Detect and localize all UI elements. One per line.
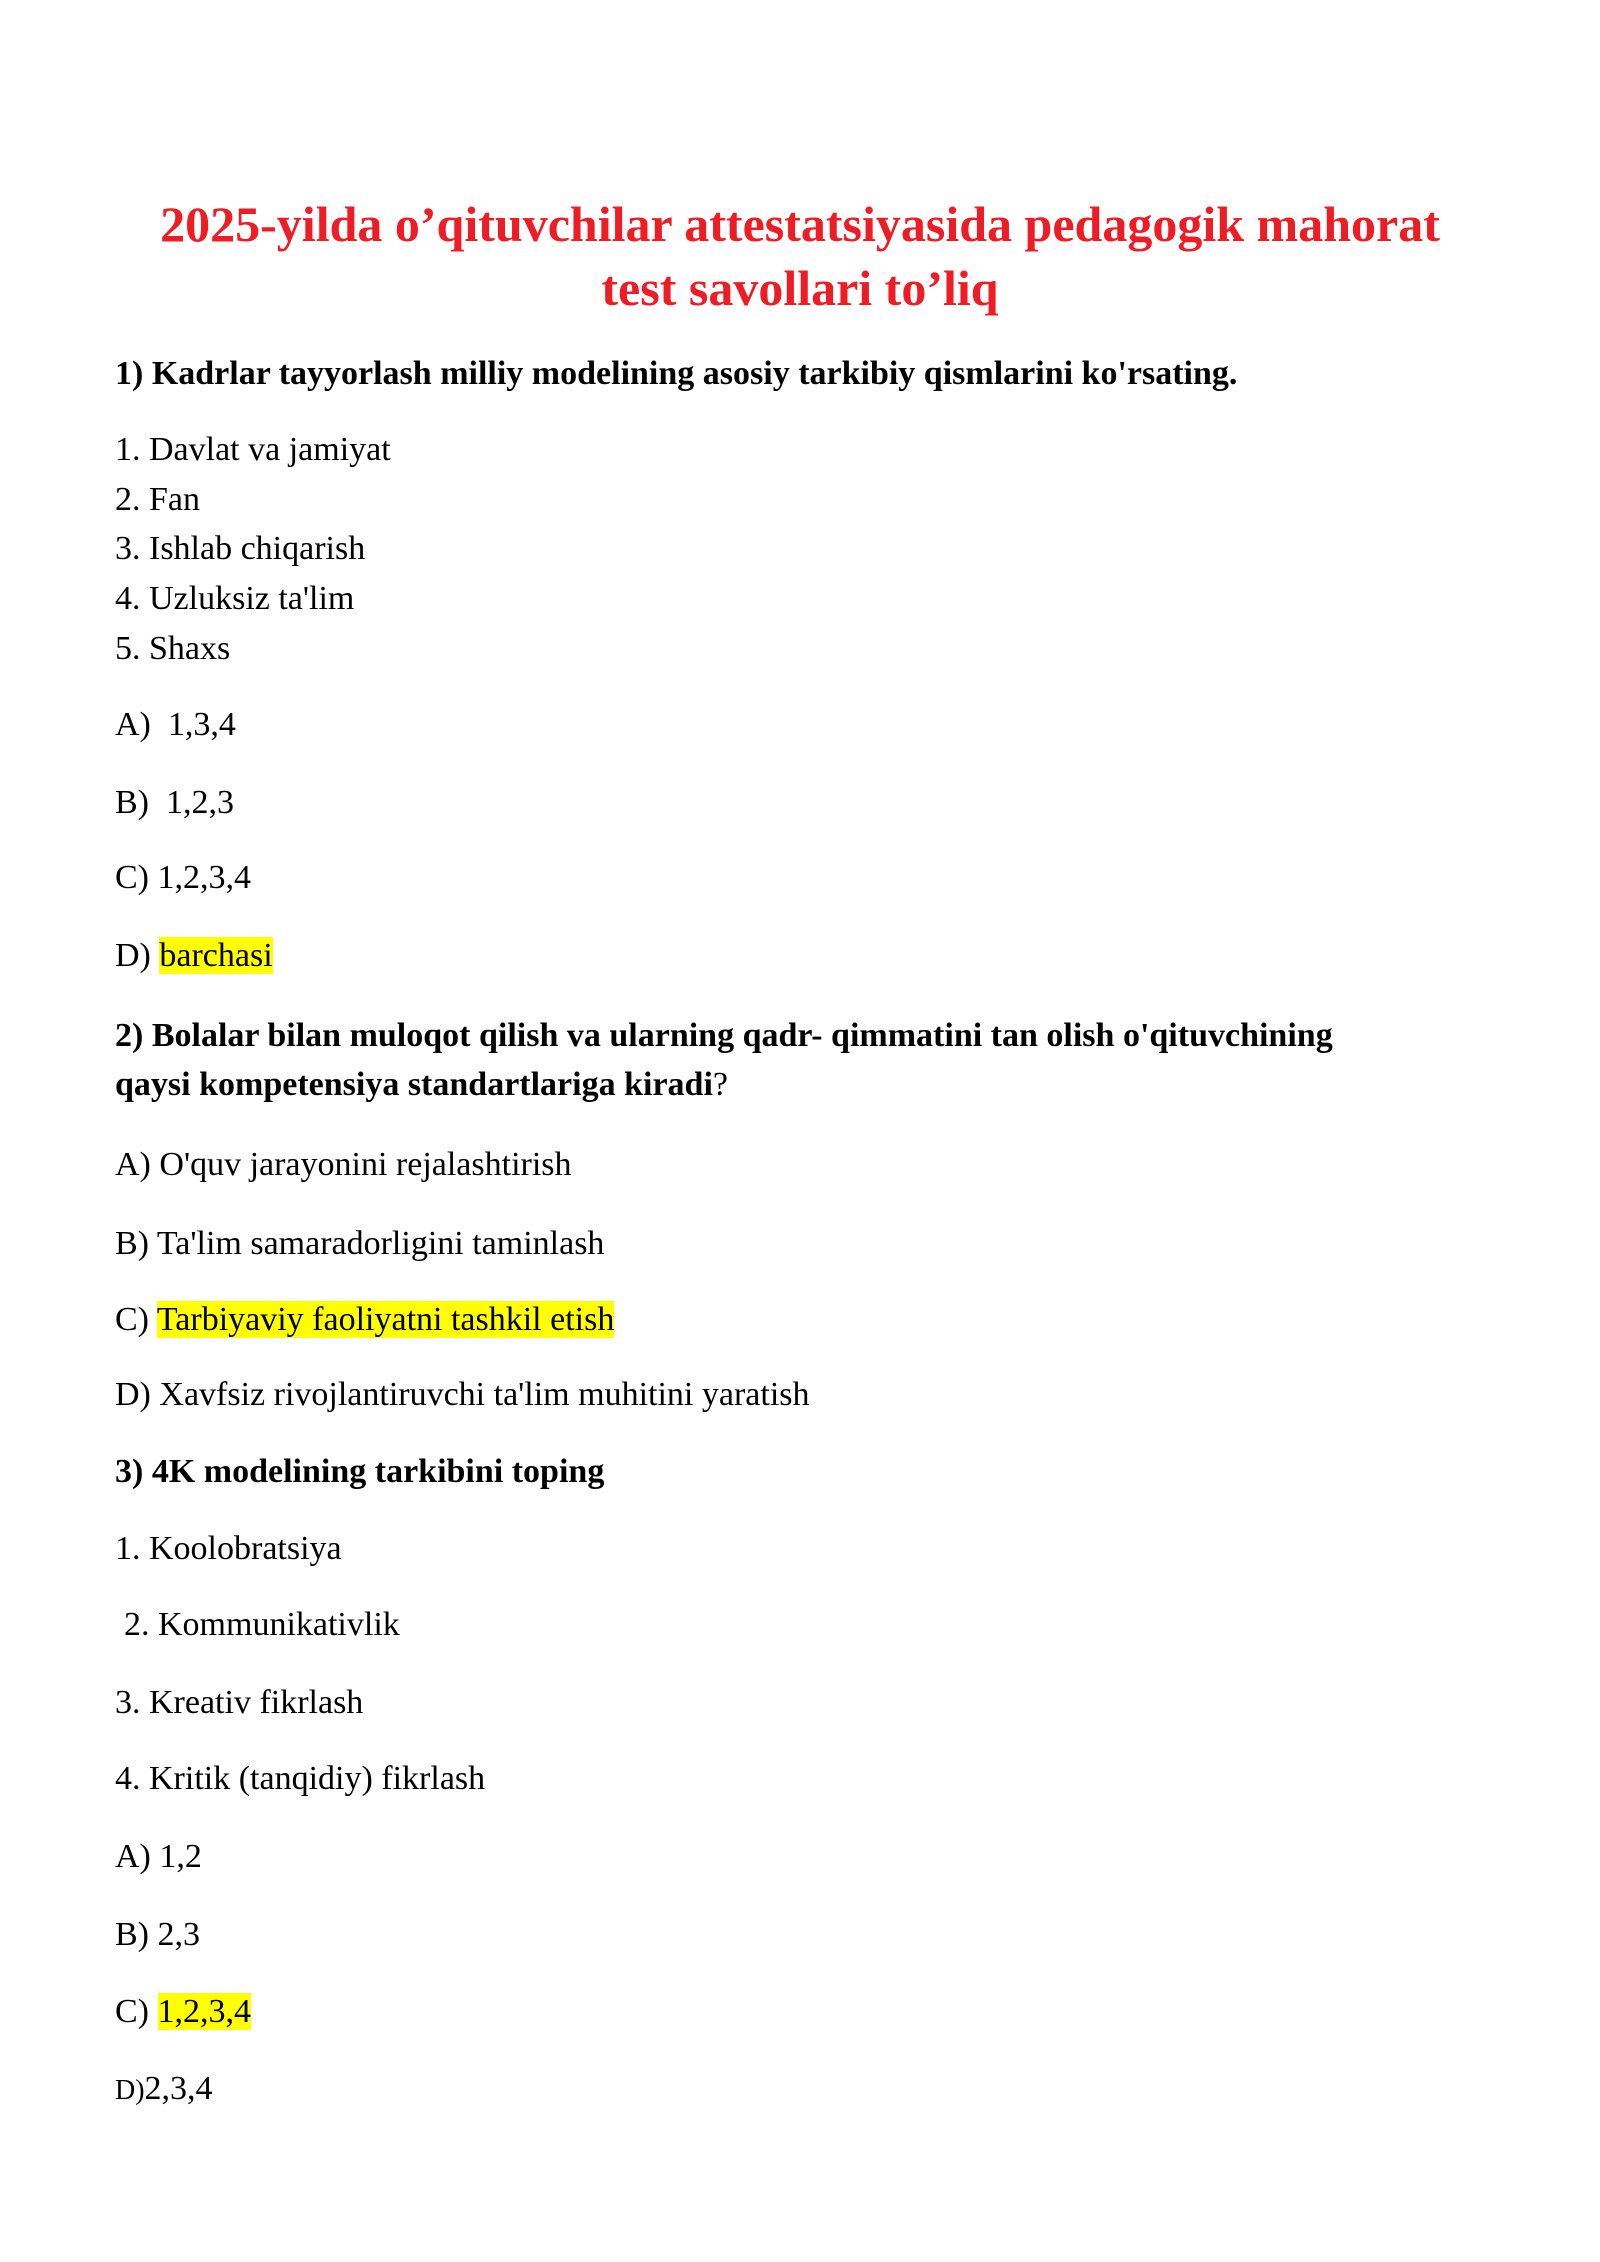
option-letter: A): [115, 706, 151, 743]
option-letter: B): [115, 784, 149, 821]
question-2-text-line-2: [115, 1063, 728, 1107]
title-line-2: test savollari to’liq: [601, 260, 999, 316]
q3-item-2: 2. Kommunikativlik: [124, 1606, 400, 1643]
option-letter: C): [115, 859, 149, 896]
title-line-1: 2025-yilda o’qituvchilar attestatsiyasida pedagogik mahorat: [160, 196, 1440, 252]
q2-option-d: [115, 1373, 810, 1417]
option-letter: C): [115, 1993, 149, 2030]
option-text: 1,2,3,4: [157, 859, 251, 896]
option-text: 2,3,4: [144, 2070, 213, 2107]
q1-item-1: 1. Davlat va jamiyat: [115, 431, 391, 468]
option-text: O'quv jarayonini rejalashtirish: [159, 1146, 572, 1183]
q1-item-3: 3. Ishlab chiqarish: [115, 530, 366, 567]
q1-option-d: [115, 934, 273, 978]
correct-answer-highlight: 1,2,3,4: [157, 1993, 251, 2030]
question-1-text: 1) Kadrlar tayyorlash milliy modelining asosiy tarkibiy qismlarini ko'rsating.: [115, 355, 1238, 392]
q3-item-1: 1. Koolobratsiya: [115, 1530, 342, 1567]
option-text: Ta'lim samaradorligini taminlash: [156, 1225, 605, 1262]
option-letter: A): [115, 1146, 151, 1183]
option-letter: B): [115, 1916, 149, 1953]
option-letter: A): [115, 1838, 151, 1875]
q2-option-a: [115, 1143, 572, 1187]
option-letter: D): [115, 1376, 151, 1413]
correct-answer-highlight: Tarbiyaviy faoliyatni tashkil etish: [156, 1301, 615, 1338]
q3-option-a: [115, 1835, 202, 1879]
option-text: 1,2,3: [166, 784, 234, 821]
page-title: [80, 192, 1520, 320]
correct-answer-highlight: barchasi: [159, 937, 273, 974]
option-text: 2,3: [157, 1916, 200, 1953]
q1-option-b: [115, 781, 234, 825]
option-text: Xavfsiz rivojlantiruvchi ta'lim muhitini yaratish: [159, 1376, 810, 1413]
q2-option-b: [115, 1222, 604, 1266]
question-3-text: 3) 4K modelining tarkibini toping: [115, 1453, 605, 1490]
q1-item-5: 5. Shaxs: [115, 630, 231, 667]
q3-option-b: [115, 1913, 200, 1957]
q3-item-4: 4. Kritik (tanqidiy) fikrlash: [115, 1760, 486, 1797]
option-letter: B): [115, 1225, 149, 1262]
q2-option-c: [115, 1298, 614, 1342]
option-text: 1,2: [159, 1838, 202, 1875]
q1-item-4: 4. Uzluksiz ta'lim: [115, 580, 355, 617]
q1-option-c: [115, 856, 251, 900]
option-text: 1,3,4: [167, 706, 236, 743]
q1-option-a: [115, 703, 236, 747]
q3-option-d: [115, 2067, 213, 2113]
q3-item-3: 3. Kreativ fikrlash: [115, 1684, 364, 1721]
option-letter: D): [115, 937, 151, 974]
question-2-text-bold: qaysi kompetensiya standartlariga kiradi: [115, 1066, 713, 1103]
option-letter: C): [115, 1301, 149, 1338]
option-letter: D): [115, 2075, 145, 2106]
question-2-text-line-1: 2) Bolalar bilan muloqot qilish va ularning qadr- qimmatini tan olish o'qituvchining: [115, 1017, 1333, 1054]
q1-item-2: 2. Fan: [115, 481, 200, 518]
question-2-mark: ?: [712, 1066, 728, 1103]
q3-option-c: [115, 1990, 251, 2034]
